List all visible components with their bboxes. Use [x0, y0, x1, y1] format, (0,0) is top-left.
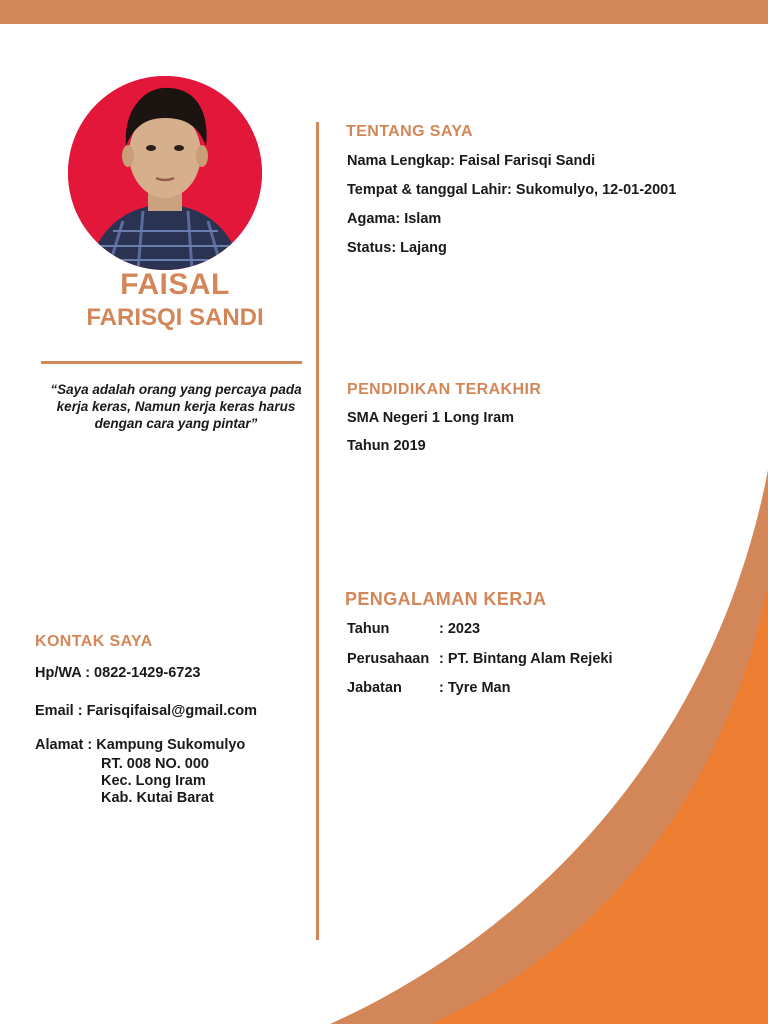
birth-field: Tempat & tanggal Lahir: Sukomulyo, 12-01-2001 — [347, 182, 677, 198]
education-year-field: Tahun 2019 — [347, 438, 426, 454]
profile-photo — [68, 76, 262, 270]
experience-value: : PT. Bintang Alam Rejeki — [439, 651, 613, 667]
status-field: Status: Lajang — [347, 240, 447, 256]
school-field: SMA Negeri 1 Long Iram — [347, 410, 515, 426]
experience-title: PENGALAMAN KERJA — [345, 589, 547, 609]
address-line: RT. 008 NO. 000 — [101, 756, 209, 772]
last-name: FARISQI SANDI — [86, 304, 264, 331]
personal-quote: “Saya adalah orang yang percaya pada kerja keras, Namun kerja keras harus dengan cara yang pintar” — [50, 382, 302, 431]
experience-value: : Tyre Man — [439, 680, 511, 696]
address-line: Kab. Kutai Barat — [101, 790, 214, 806]
experience-row — [347, 680, 510, 696]
education-title: PENDIDIKAN TERAKHIR — [347, 381, 542, 398]
divider — [41, 361, 302, 364]
first-name: FAISAL — [120, 268, 230, 301]
experience-label: Perusahaan — [347, 651, 430, 667]
address-line: Kec. Long Iram — [101, 773, 206, 789]
email-field: Email : Farisqifaisal@gmail.com — [35, 703, 258, 719]
phone-field: Hp/WA : 0822-1429-6723 — [35, 665, 201, 681]
religion-field: Agama: Islam — [347, 211, 442, 227]
address-field: Alamat : Kampung Sukomulyo — [35, 737, 246, 753]
column-divider — [316, 122, 319, 940]
contact-title: KONTAK SAYA — [35, 633, 153, 650]
full-name-field: Nama Lengkap: Faisal Farisqi Sandi — [347, 153, 596, 169]
experience-row — [347, 651, 613, 667]
experience-label: Jabatan — [347, 680, 402, 696]
experience-value: : 2023 — [439, 621, 481, 637]
experience-row — [347, 621, 480, 637]
about-title: TENTANG SAYA — [346, 123, 473, 140]
experience-label: Tahun — [347, 621, 390, 637]
